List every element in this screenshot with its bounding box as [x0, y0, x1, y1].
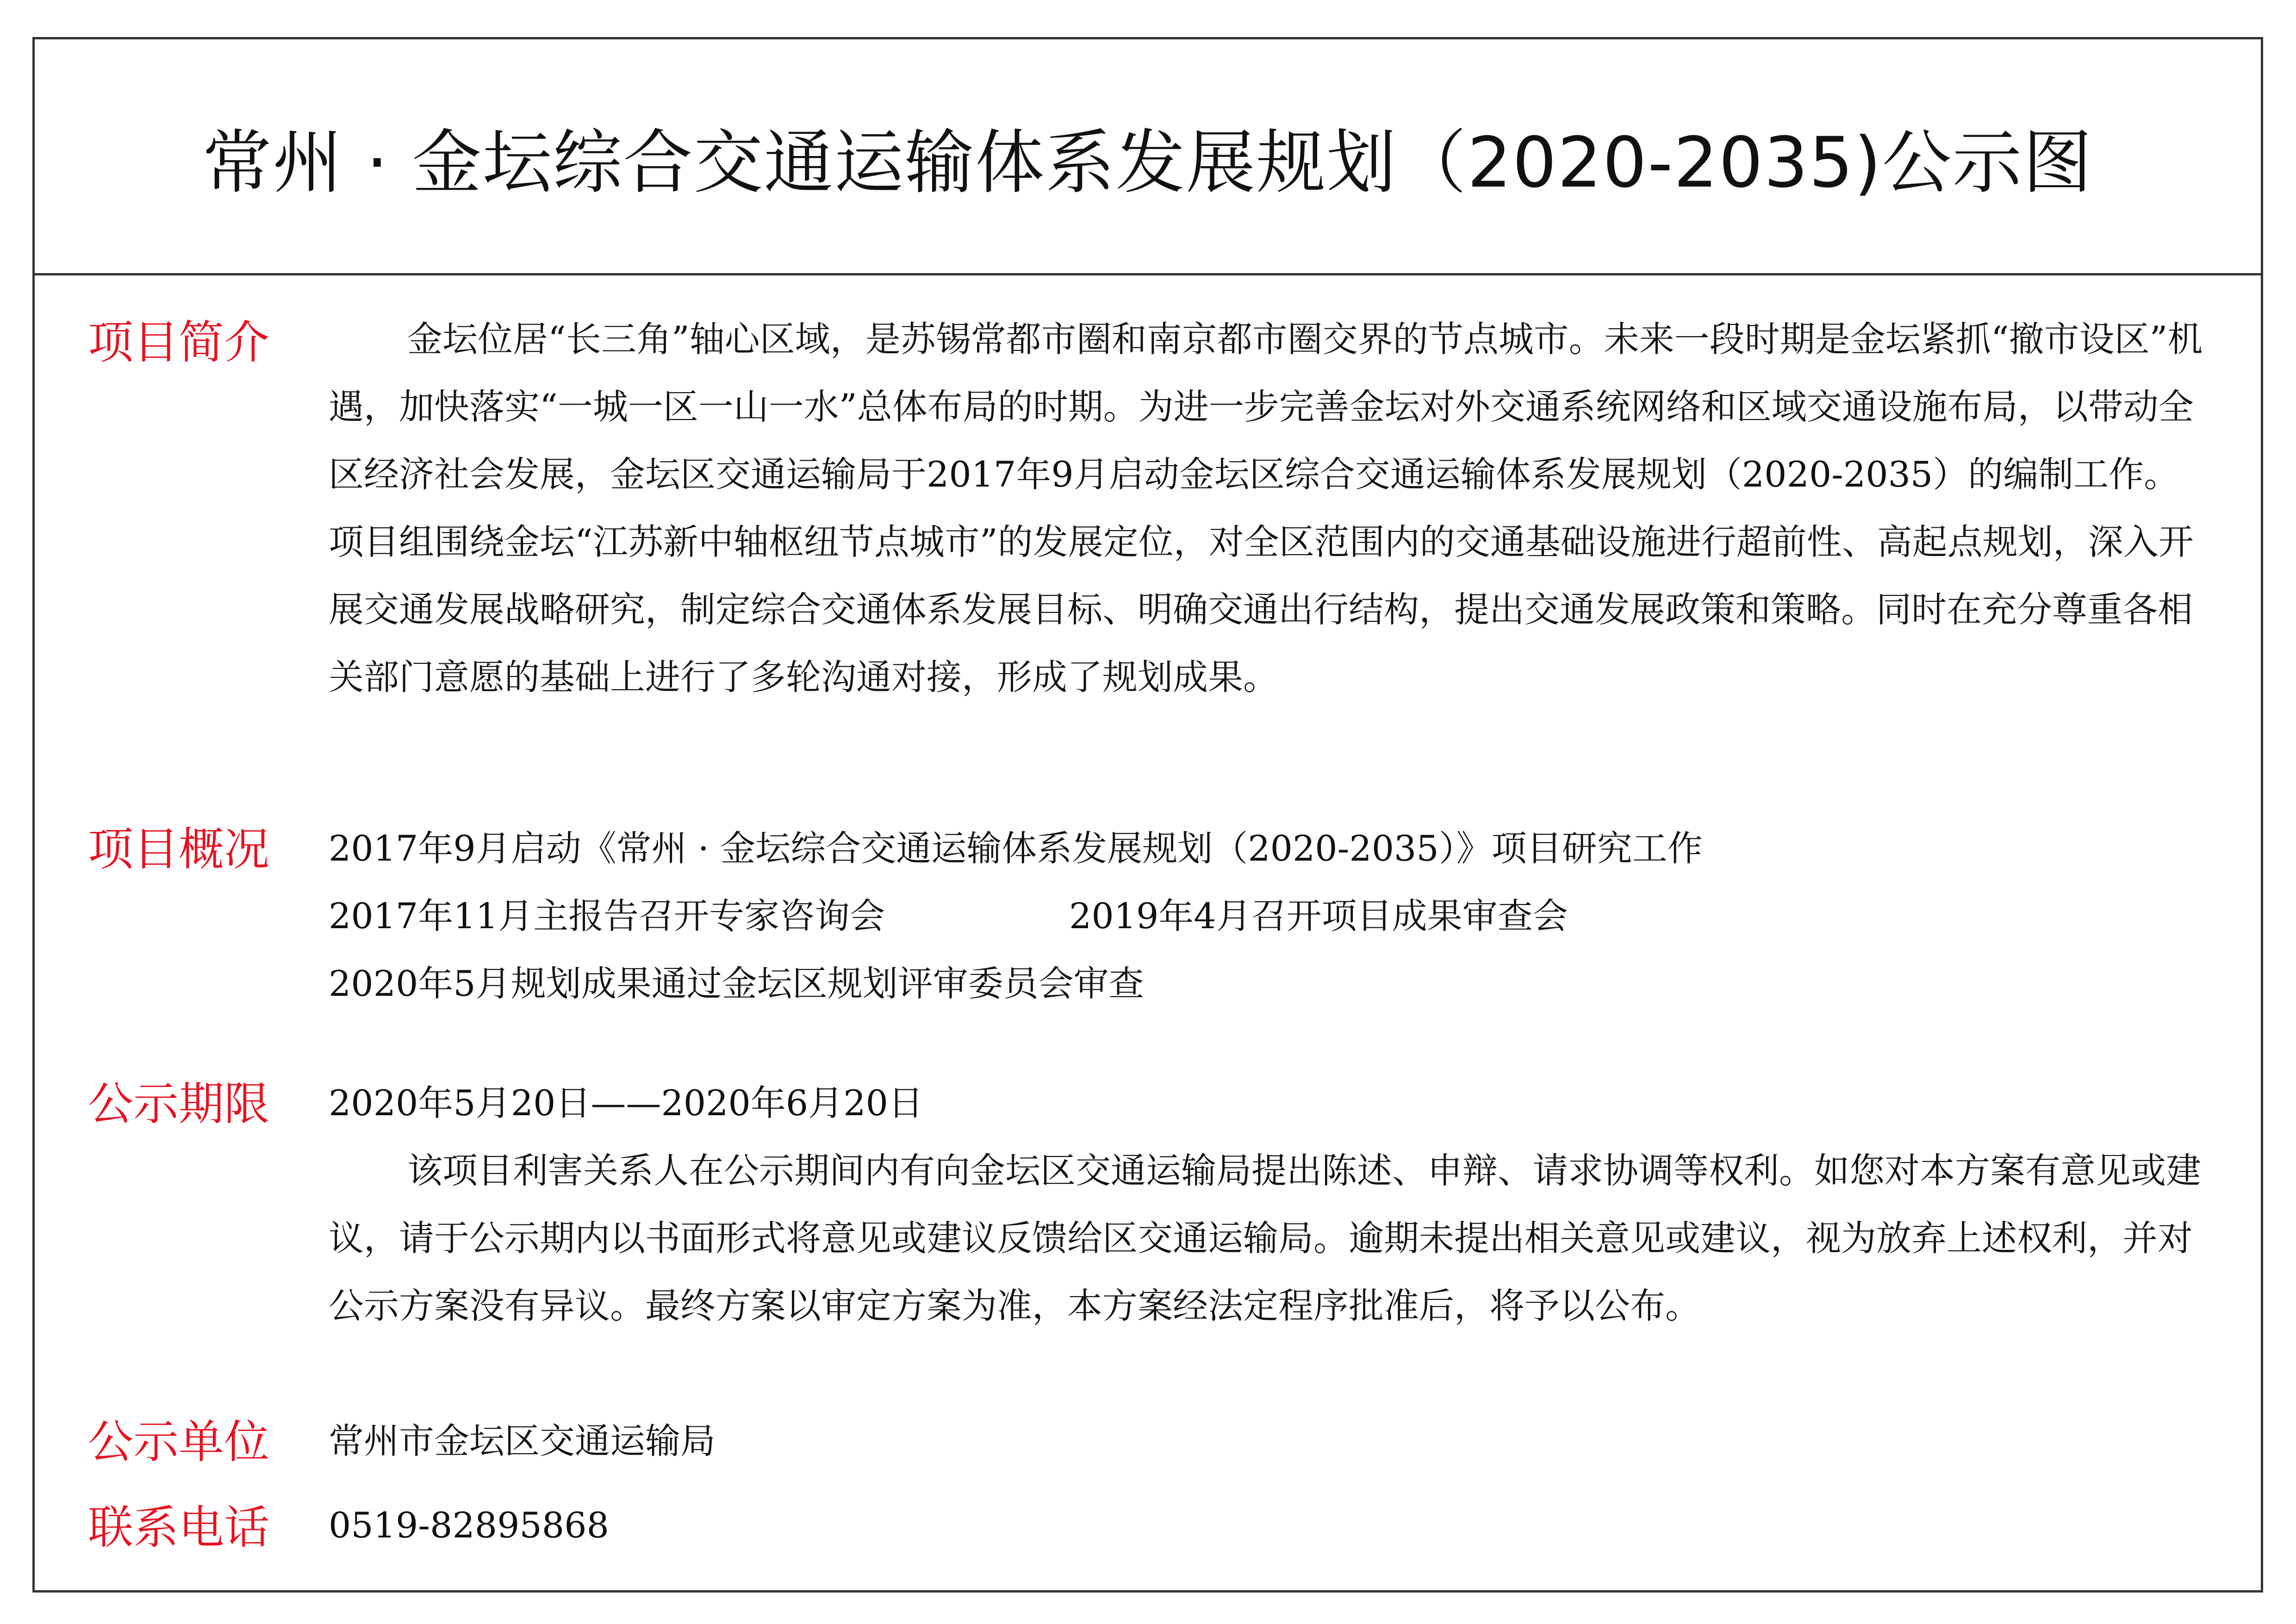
- unit-label: 公示单位: [88, 1416, 270, 1468]
- unit-section: [329, 1407, 2208, 1475]
- period-text: 该项目利害关系人在公示期间内有向金坛区交通运输局提出陈述、申辩、请求协调等权利。如您对本方案有意见或建议，请于公示期内以书面形式将意见或建议反馈给区交通运输局。逾期未提出相关意见或建议，视为放弃上述权利，并对公示方案没有异议。最终方案以审定方案为准，本方案经法定程序批准后，将予以公布。: [329, 1150, 2201, 1326]
- period-label: 公示期限: [88, 1078, 270, 1131]
- intro-label: 项目简介: [88, 316, 270, 369]
- unit-value: 常州市金坛区交通运输局: [329, 1420, 716, 1462]
- overview-line-1: 2017年9月启动《常州 · 金坛综合交通运输体系发展规划（2020-2035）》项目研究工作: [329, 828, 1703, 869]
- phone-value: 0519-82895868: [329, 1505, 609, 1546]
- phone-section: [329, 1492, 2208, 1559]
- overview-section: [329, 815, 2208, 1018]
- intro-section: [329, 306, 2208, 711]
- overview-line-3: 2020年5月规划成果通过金坛区规划评审委员会审查: [329, 963, 1144, 1004]
- overview-line-2: [329, 882, 2208, 950]
- page-title: 常州 · 金坛综合交通运输体系发展规划（2020-2035)公示图: [202, 122, 2093, 203]
- intro-text: 金坛位居“长三角”轴心区域，是苏锡常都市圈和南京都市圈交界的节点城市。未来一段时期是金坛紧抓“撤市设区”机遇，加快落实“一城一区一山一水”总体布局的时期。为进一步完善金坛对外交通系统网络和区域交通设施布局，以带动全区经济社会发展，金坛区交通运输局于2017年9月启动金坛区综合交通运输体系发展规划（2020-2035）的编制工作。项目组围绕金坛“江苏新中轴枢纽节点城市”的发展定位，对全区范围内的交通基础设施进行超前性、高起点规划，深入开展交通发展战略研究，制定综合交通体系发展目标、明确交通出行结构，提出交通发展政策和策略。同时在充分尊重各相关部门意愿的基础上进行了多轮沟通对接，形成了规划成果。: [329, 319, 2203, 698]
- phone-label: 联系电话: [88, 1501, 270, 1554]
- overview-label: 项目概况: [88, 823, 270, 876]
- overview-line-2a: 2017年11月主报告召开专家咨询会: [329, 895, 885, 937]
- period-section: [329, 1069, 2208, 1340]
- overview-line-2b: 2019年4月召开项目成果审查会: [1069, 895, 1568, 937]
- period-dates: 2020年5月20日——2020年6月20日: [329, 1082, 923, 1124]
- title-band: [35, 39, 2261, 275]
